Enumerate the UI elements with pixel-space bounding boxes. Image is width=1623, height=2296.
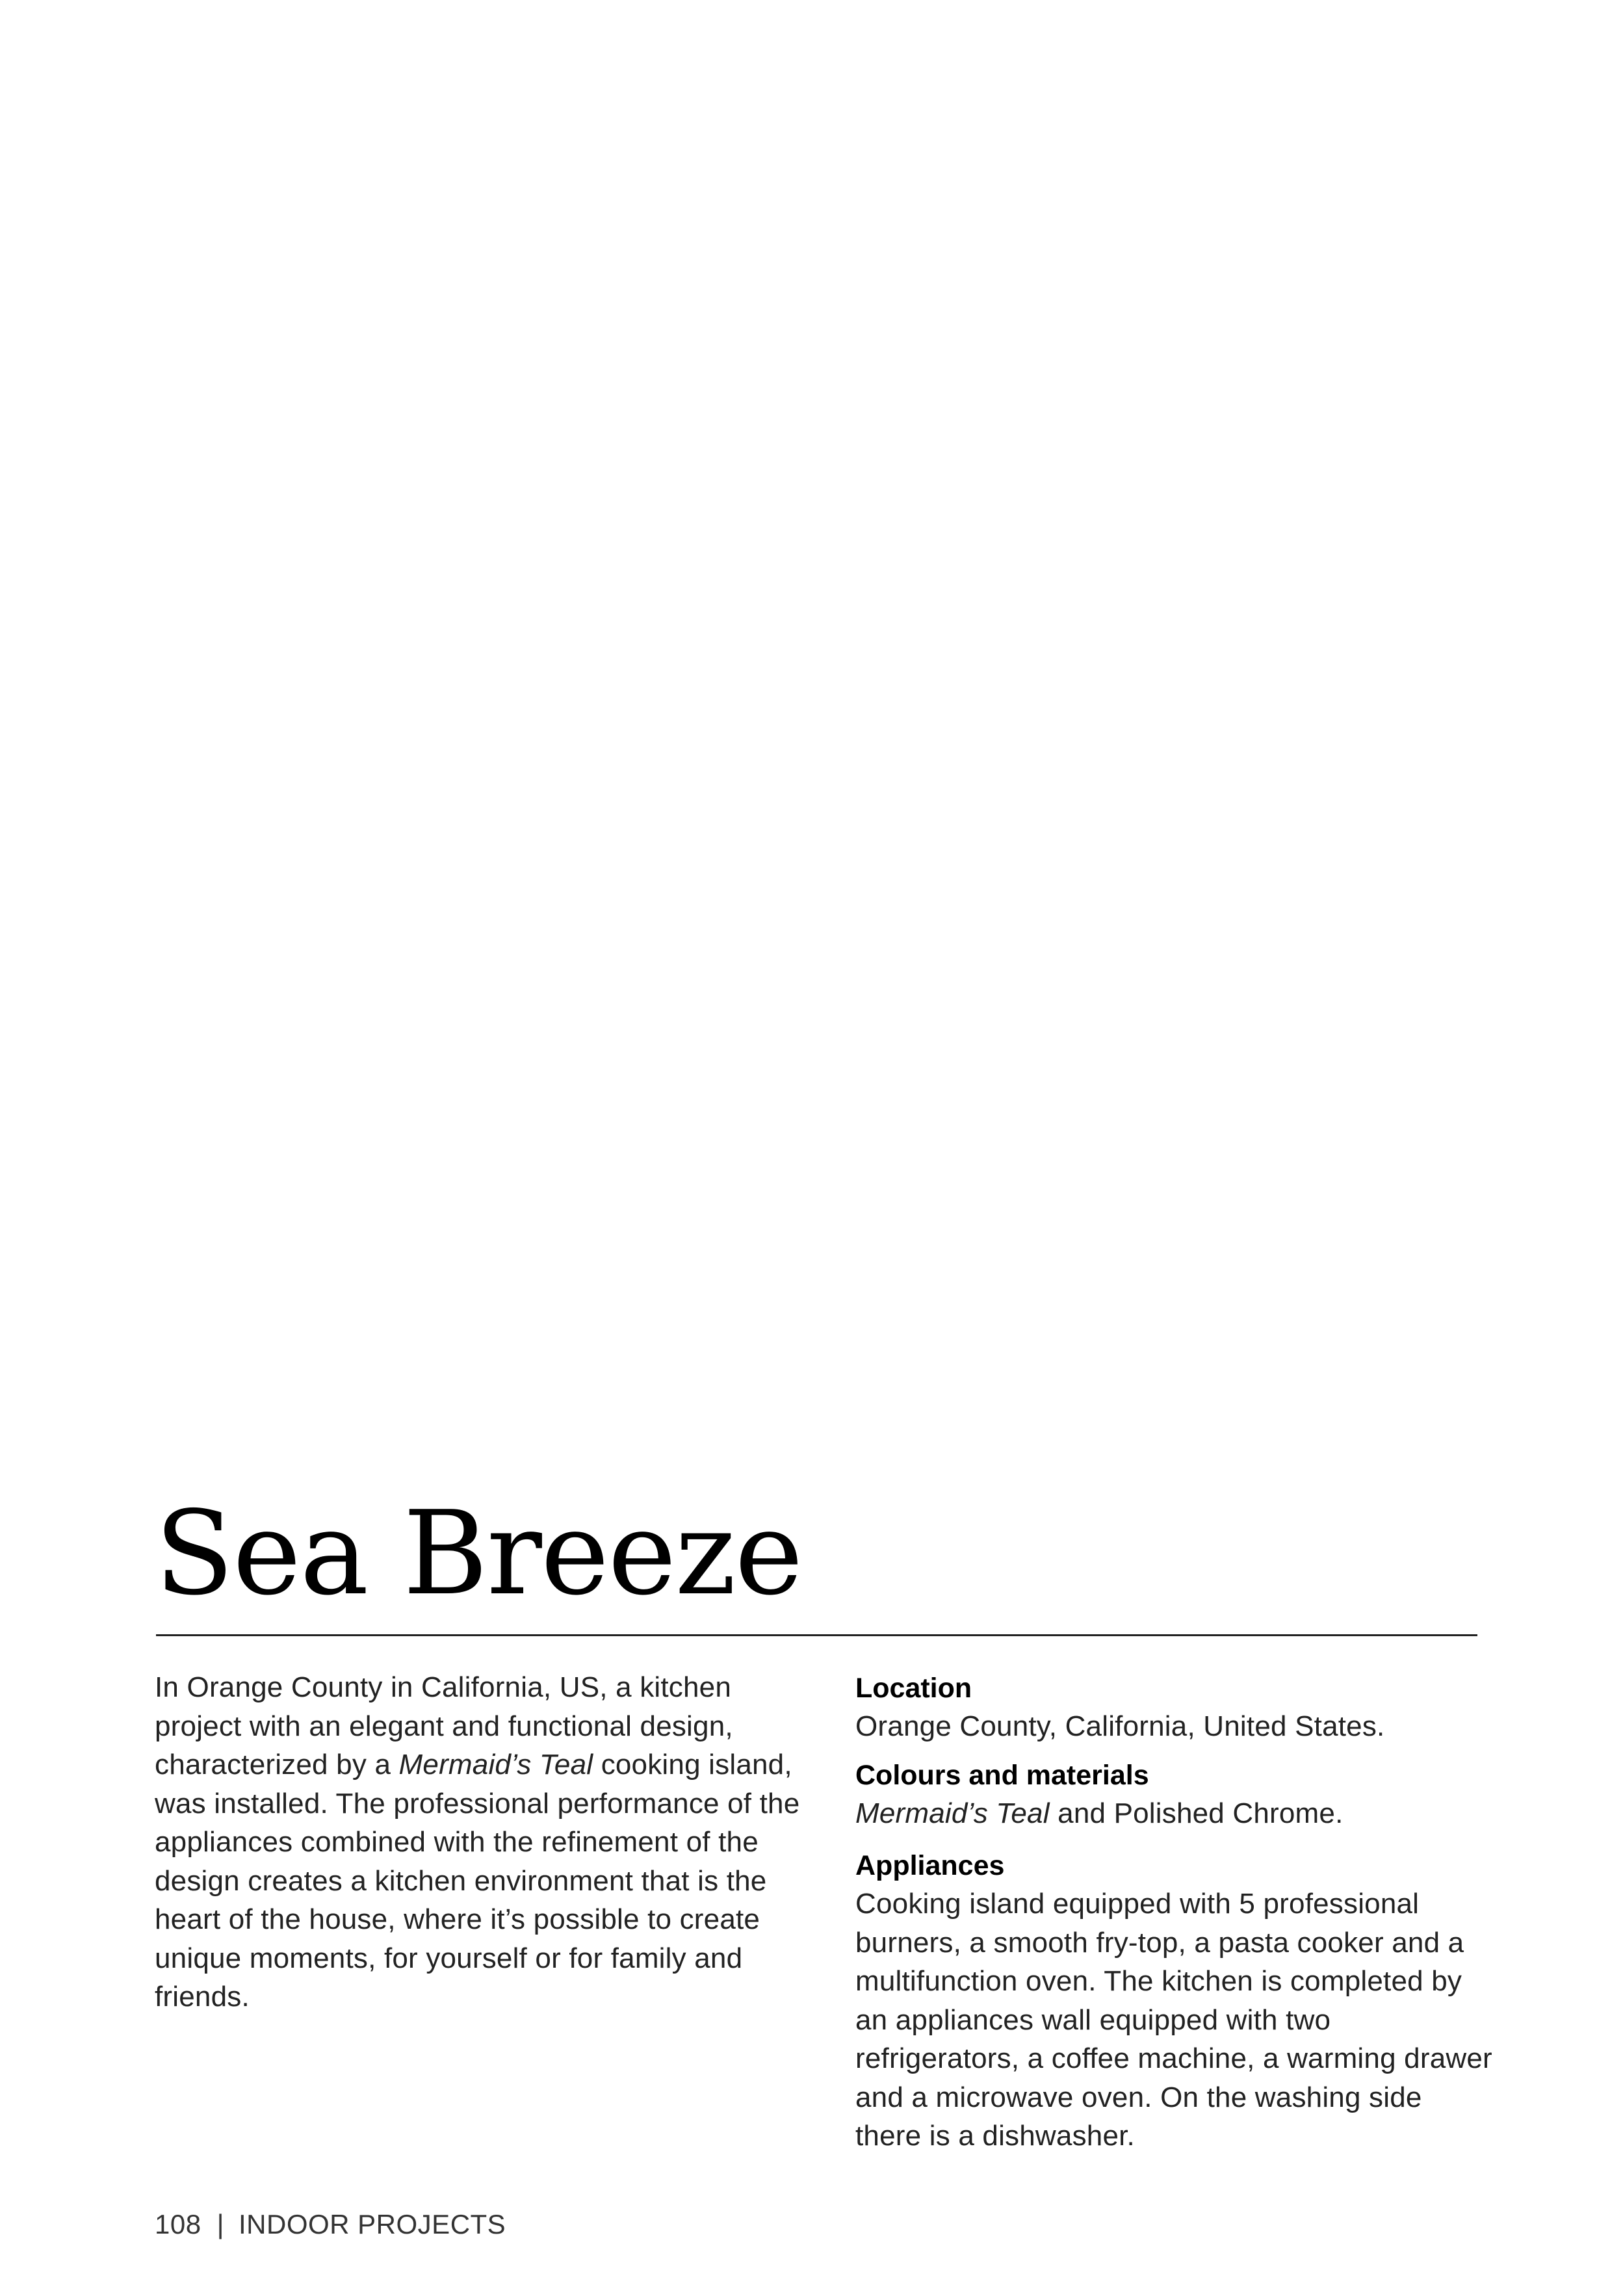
intro-paragraph	[155, 1668, 805, 2016]
footer-separator: |	[216, 2209, 224, 2239]
colours-block	[855, 1756, 1492, 1833]
section-name: INDOOR PROJECTS	[239, 2209, 506, 2239]
appliances-value: Cooking island equipped with 5 professional burners, a smooth fry-top, a pasta cooker and a multifunction oven. The kitchen is completed by an appliances wall equipped with two refrigerators, a coffee machine, a warming drawer and a microwave oven. On the washing side there is a dishwasher.	[855, 1888, 1492, 2152]
intro-italic-term: Mermaid’s Teal	[398, 1749, 593, 1781]
project-details	[855, 1669, 1492, 2156]
colours-value-italic: Mermaid’s Teal	[855, 1797, 1050, 1829]
colours-label: Colours and materials	[855, 1759, 1149, 1791]
appliances-label: Appliances	[855, 1850, 1005, 1881]
colours-value	[855, 1794, 1492, 1833]
page-title: Sea Breeze	[155, 1486, 802, 1621]
title-divider	[156, 1634, 1477, 1636]
page-footer	[155, 2206, 506, 2243]
location-block	[855, 1669, 1492, 1746]
appliances-block	[855, 1847, 1492, 2156]
intro-text-end: cooking island, was installed. The professional performance of the appliances combined with the refinement of the design creates a kitchen environment that is the heart of the house, where it’s possible to create unique moments, for yourself or for family and friends.	[155, 1749, 800, 2013]
page-number: 108	[155, 2209, 201, 2239]
location-value: Orange County, California, United States.	[855, 1710, 1385, 1742]
location-label: Location	[855, 1673, 972, 1704]
intro-text-start: In Orange County in California, US, a kitchen project with an elegant and functional design, characterized by a	[155, 1671, 733, 1781]
colours-value-rest: and Polished Chrome.	[1049, 1797, 1344, 1829]
